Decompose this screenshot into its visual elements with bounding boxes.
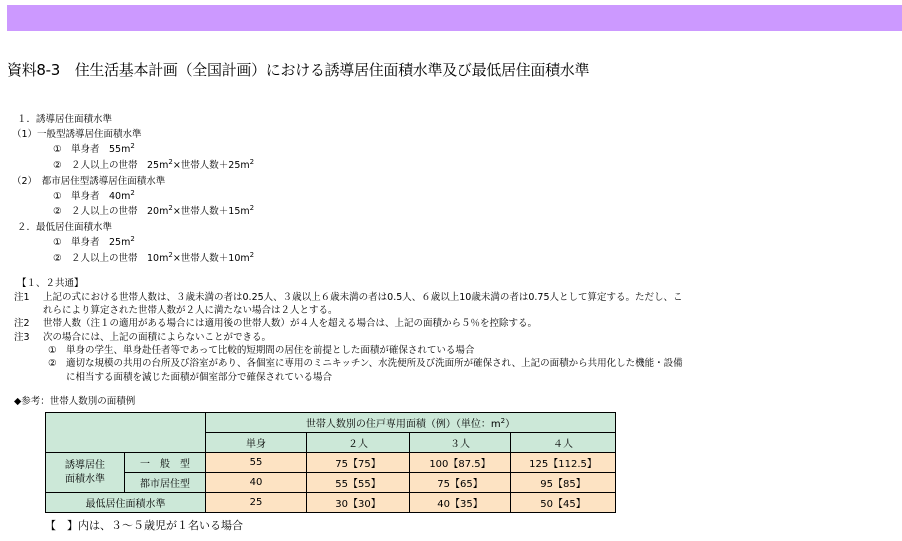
section1-sub2-item1: ① 単身者 $40m^2$ [53,189,135,202]
cell-value: 55 [206,453,307,473]
page-title: 資料8-3 住生活基本計画（全国計画）における誘導居住面積水準及び最低居住面積水準 [7,61,590,79]
table-row [46,453,616,473]
cell-value: 100【87.5】 [410,453,511,473]
area-example-table [45,412,616,513]
row-label-urban: 都市居住型 [125,473,206,493]
cell-value: 30【30】 [307,493,410,513]
cell-value: 75【75】 [307,453,410,473]
section2-heading: ２．最低居住面積水準 [17,222,113,233]
cell-value: 55【55】 [307,473,410,493]
column-header-single: 単身 [206,433,307,453]
section1-sub1-item1: ① 単身者 $55m^2$ [53,142,135,155]
row-group-induced-standard: 誘導居住 面積水準 [46,453,125,493]
table-corner-cell [46,413,206,453]
note3-tag: 注3 [14,332,30,343]
column-header-2persons: ２人 [307,433,410,453]
cell-value: 50【45】 [511,493,616,513]
cell-value: 40【35】 [410,493,511,513]
notes-heading: 【１、２共通】 [17,278,84,289]
section2-item2: ② ２人以上の世帯 $10m^2\times$世帯人数$+10m^2$ [53,251,255,264]
section1-sub1-heading: （1）一般型誘導居住面積水準 [12,129,142,140]
column-header-4persons: ４人 [511,433,616,453]
cell-value: 75【65】 [410,473,511,493]
cell-value: 25 [206,493,307,513]
cell-value: 125【112.5】 [511,453,616,473]
header-bar [7,5,902,31]
note3-text: 次の場合には、上記の面積によらないことができる。 [43,332,272,343]
section2-item1: ① 単身者 $25m^2$ [53,235,135,248]
note2-text: 世帯人数（注１の適用がある場合には適用後の世帯人数）が４人を超える場合は、上記の面積から５％を控除する。 [43,318,538,329]
note3-item1: ① 単身の学生、単身赴任者等であって比較的短期間の居住を前提とした面積が確保されている場合 [48,345,475,356]
row-label-general: 一 般 型 [125,453,206,473]
section1-heading: １．誘導居住面積水準 [17,114,113,125]
table-group-header: 世帯人数別の住戸専用面積（例）（単位：$m^2$） [206,413,616,433]
note3-item2: ② 適切な規模の共用の台所及び浴室があり、各個室に専用のミニキッチン、水洗便所及び洗面所が確保され、上記の面積から共用化した機能・設備 [48,358,683,369]
note1-tag: 注1 [14,292,30,303]
row-label-minimum: 最低居住面積水準 [46,493,206,513]
cell-value: 95【85】 [511,473,616,493]
section1-sub2-item2: ② ２人以上の世帯 $20m^2\times$世帯人数$+15m^2$ [53,204,255,217]
table-footnote: 【 】内は、３～５歳児が１名いる場合 [45,519,243,532]
note1-continuation: れらにより算定された世帯人数が２人に満たない場合は２人とする。 [43,305,338,316]
note3-item2-continuation: に相当する面積を減じた面積が個室部分で確保されている場合 [66,372,333,383]
cell-value: 40 [206,473,307,493]
table-row [46,493,616,513]
section1-sub1-item2: ② ２人以上の世帯 $25m^2\times$世帯人数$+25m^2$ [53,158,255,171]
note2-tag: 注2 [14,318,30,329]
reference-heading: ◆参考：世帯人数別の面積例 [14,396,136,407]
section1-sub2-heading: （2） 都市居住型誘導居住面積水準 [12,176,166,187]
column-header-3persons: ３人 [410,433,511,453]
table-row [46,473,616,493]
note1-text: 上記の式における世帯人数は、３歳未満の者は0.25人、３歳以上６歳未満の者は0.5人、６歳以上10歳未満の者は0.75人として算定する。ただし、こ [43,292,683,303]
